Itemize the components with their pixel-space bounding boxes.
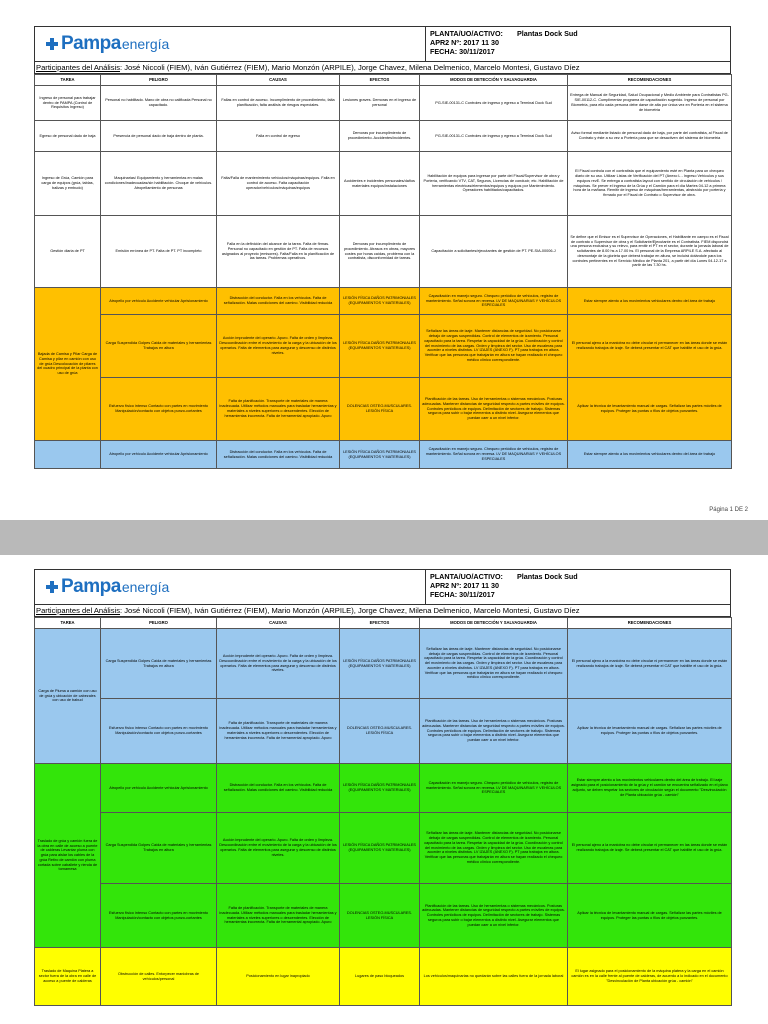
page-number: Página 1 DE 2 [709, 507, 748, 513]
table-row [35, 441, 732, 469]
table-header-row [35, 75, 732, 86]
cell-peligro: Esfuerzo físico intenso Contacto con partes en movimiento Manipulación/contacto con objetos punzo-cortantes [101, 699, 217, 764]
cell-tarea: Ingreso de Grúa, Camión para carga de equipos (grúa, tablas, balizas y embudo) [35, 152, 101, 216]
planta-value: Plantas Dock Sud [516, 29, 578, 38]
cell-causas: Distracción del conductor. Falla en los vehículos. Falta de señalización. Malas condiciones del camino. Visibilidad reducida [217, 441, 340, 469]
cell-modos: Capacitación en manejo seguro. Chequeo periódico de vehículos, registro de mantenimiento. Señal sonora en reversa. LV DE MAQUINARIAS Y VEHÍCULOS ESPECIALES [420, 288, 568, 315]
table-row [35, 948, 732, 1006]
cell-peligro: Presencia de personal dado de baja dentro de planta. [101, 121, 217, 152]
table-row [35, 315, 732, 378]
cell-peligro: Carga Suspendida Golpes Caída de materiales y herramientas Trabajos en altura [101, 813, 217, 884]
cell-efectos: Demoras por incumplimiento de procedimiento. Atrasos en obras, mayores costes por horas caídas, problema con la contratista, disconformidad de tareas. [340, 216, 420, 288]
table-row [35, 764, 732, 813]
cell-modos: Señalizar las áreas de izaje. Mantener distancias de seguridad. No posicionarse debajo de cargas suspendidas. Control de elementos de izamiento. Personal capacitado para la tarea. Respetar la capacidad de la grúa. Coordinación y control del movimiento de las cargas. Orden y limpieza del sector. Uso de escaleras para acceder a niveles distintos. LV IZAJES (ANEXO F). PT para trabajos en altura. Verificar que las personas que trabajarán en altura se hayan realizado el chequeo médico clínico correspondiente. [420, 315, 568, 378]
document-page-2 [0, 555, 768, 1024]
pampa-energia-logo [35, 570, 426, 604]
logo-text-pampa: Pampa [61, 576, 121, 597]
cell-tarea: Carga de Pluma a camión con uso de grúa y ubicación de cabezales con uso de babud [35, 629, 101, 764]
fecha-label: FECHA: [430, 47, 458, 56]
cell-recomendaciones: Aplicar la técnica de levantamiento manual de cargas. Señalizar las partes móviles de equipos. Proteger las puntas o filos de objetos punzantes. [568, 884, 732, 948]
document-header [34, 26, 731, 62]
logo-mark-icon [45, 580, 59, 594]
participants-value: : José Niccoli (FIEM), Iván Gutiérrez (FIEM), Mario Monzón (ARPILE), Jorge Chavez, Milena Delmenico, Marcelo Montesi, Gustavo Díez [120, 606, 580, 615]
document-header [34, 569, 731, 605]
cell-recomendaciones: Estar siempre atento a los movimientos vehiculares dentro del área de trabajo. El izaje asignado para el posicionamiento de la grúa y el camión se encuentra señalizado en el plano adjunto, se deben respetar los sectores de circulación según el documento "Desvinculación de Planta ubicación grúa - camión" [568, 764, 732, 813]
cell-efectos: LESIÓN FÍSICA DAÑOS PATRIMONIALES (EQUIPAMIENTOS Y MATERIALES) [340, 315, 420, 378]
cell-tarea: Egreso de personal dado de baja [35, 121, 101, 152]
cell-tarea: Bajada de Camisa y Pilar Carga de Camisa y pilar en camión con uso de grúa Descolocación de pilares del cuadro principal de la planta con uso de grúa [35, 288, 101, 441]
table-row [35, 884, 732, 948]
cell-modos: Los vehículos/maquinarias no quedarán sobre las calles fuera de la jornada laboral [420, 948, 568, 1006]
cell-peligro: Atropello por vehículo Accidente vehicular Aprisionamiento [101, 764, 217, 813]
cell-modos: Planificación de las tareas. Uso de herramientas o sistemas mecánicos. Posturas adecuadas. Mantener distancias de seguridad respecto a partes móviles de equipos. Controles periódicos de equipos. Delimitación de sectores de trabajo. Sistemas seguros para subir o bajar elementos a distinto nivel. Asegurar elementos que puedan caer a un nivel inferior. [420, 884, 568, 948]
cell-peligro: Esfuerzo físico intenso Contacto con partes en movimiento Manipulación/contacto con objetos punzo-cortantes [101, 378, 217, 441]
table-row [35, 813, 732, 884]
cell-peligro: Obstrucción de calles. Entorpecer maniobras de vehículos/personal [101, 948, 217, 1006]
table-row [35, 152, 732, 216]
apr-label: APR2 Nº: [430, 38, 462, 47]
cell-recomendaciones: El lugar asignado para el posicionamiento de la máquina platera y la carga en el camión camión es en la calle frente al puente de calderas, de acuerdo a lo indicado en el documento "Desvinculación de Planta ubicación grúa - camión" [568, 948, 732, 1006]
col-header-tarea: TAREA [35, 75, 101, 86]
col-header-modos: MODOS DE DETECCIÓN Y SALVAGUARDIA [420, 618, 568, 629]
logo-text-energia: energía [121, 579, 170, 595]
cell-causas: Falta de planificación. Transporte de materiales de manera inadecuada. Utilizar métodos manuales para trasladar herramientas y materiales a niveles superiores o descendentes. Elección de herramientas incorrecta. Falta de herramental apropiado. Apuro [217, 699, 340, 764]
cell-peligro: Maquinarias/ Equipamiento y herramientas en malas condiciones/inadecuadas/sin habilitación. Choque de vehículos. Atropellamiento de personas [101, 152, 217, 216]
col-header-peligro: PELIGRO [101, 618, 217, 629]
cell-causas: Falta/Falla de mantenimiento vehículos/máquinas/equipos. Falla en control de acceso. Falta capacitación operador/vehículos/máquinas/equipos [217, 152, 340, 216]
pampa-energia-logo [35, 27, 426, 61]
planta-label: PLANTA/UO/ACTIVO: [430, 29, 503, 38]
cell-causas: Falta de planificación. Transporte de materiales de manera inadecuada. Utilizar métodos manuales para trasladar herramientas y materiales a niveles superiores o descendentes. Elección de herramientas incorrecta. Falta de herramental apropiado. Apuro [217, 378, 340, 441]
fecha-value: 30/11/2017 [459, 590, 495, 599]
cell-modos: PG-SIE-00131-C Controles de ingreso y egreso a Terminal Dock Sud [420, 121, 568, 152]
cell-tarea: Ingreso de personal para trabajar dentro de PAMPA (Control de Requisitos Ingreso) [35, 86, 101, 121]
cell-peligro: Emisión errónea de PT. Falta de PT. PT incompleto [101, 216, 217, 288]
cell-modos: Planificación de las tareas. Uso de herramientas o sistemas mecánicos. Posturas adecuadas. Mantener distancias de seguridad respecto a partes móviles de equipos. Controles periódicos de equipos. Delimitación de sectores de trabajo. Sistemas seguros para subir o bajar elementos a distinto nivel. Asegurar elementos que puedan caer a un nivel inferior. [420, 378, 568, 441]
table-row [35, 86, 732, 121]
cell-causas: Posicionamiento en lugar inapropiado [217, 948, 340, 1006]
cell-efectos: LESIÓN FÍSICA DAÑOS PATRIMONIALES (EQUIPAMIENTOS Y MATERIALES) [340, 629, 420, 699]
cell-recomendaciones: El personal ajeno a la maniobra no debe circular ni permanecer en las áreas donde se están realizando trabajos de izaje. Se deberá presentar el CAT que habilite el uso de la grúa. [568, 315, 732, 378]
logo-text-energia: energía [121, 36, 170, 52]
fecha-value: 30/11/2017 [459, 47, 495, 56]
cell-efectos: LESIÓN FÍSICA DAÑOS PATRIMONIALES (EQUIPAMIENTOS Y MATERIALES) [340, 764, 420, 813]
cell-tarea: Traslado de Maquina Platera a sector fuera de la obra en calle de acceso a puente de calderas [35, 948, 101, 1006]
planta-value: Plantas Dock Sud [516, 572, 578, 581]
logo-mark-icon [45, 37, 59, 51]
cell-recomendaciones: Estar siempre atento a los movimientos vehiculares dentro del área de trabajo [568, 288, 732, 315]
cell-causas: Fallas en control de acceso. Incumplimiento de procedimiento, falta planificación, falta análisis de riesgos especiales. [217, 86, 340, 121]
cell-causas: Acción imprudente del operario. Apuro. Falta de orden y limpieza. Descoordinación entre el movimiento de la carga y la ubicación de los operarios. Falta de elementos para asegurar y descenso de distintos niveles. [217, 813, 340, 884]
cell-modos: Capacitación a solicitantes/ejecutantes de gestión de PT. PE-SIA-00006-J [420, 216, 568, 288]
cell-peligro: Carga Suspendida Golpes Caída de materiales y herramientas Trabajos en altura [101, 629, 217, 699]
header-info [426, 570, 730, 604]
cell-modos: Planificación de las tareas. Uso de herramientas o sistemas mecánicos. Posturas adecuadas. Mantener distancias de seguridad respecto a partes móviles de equipos. Controles periódicos de equipos. Delimitación de sectores de trabajo. Sistemas seguros para subir o bajar elementos a distinto nivel. Asegurar elementos que puedan caer a un nivel inferior. [420, 699, 568, 764]
col-header-modos: MODOS DE DETECCIÓN Y SALVAGUARDIA [420, 75, 568, 86]
cell-tarea [35, 441, 101, 469]
cell-peligro: Personal no habilitado. Mano de obra no calificada Personal no capacitado. [101, 86, 217, 121]
cell-recomendaciones: Estar siempre atento a los movimientos vehiculares dentro del área de trabajo [568, 441, 732, 469]
cell-peligro: Atropello por vehículo Accidente vehicular Aprisionamiento [101, 441, 217, 469]
cell-tarea: Gestión diaria de PT [35, 216, 101, 288]
risk-table-page-2 [34, 617, 732, 1006]
cell-efectos: LESIÓN FÍSICA DAÑOS PATRIMONIALES (EQUIPAMIENTOS Y MATERIALES) [340, 288, 420, 315]
col-header-causas: CAUSAS [217, 75, 340, 86]
cell-peligro: Carga Suspendida Golpes Caída de materiales y herramientas Trabajos en altura [101, 315, 217, 378]
cell-efectos: DOLENCIAS OSTEO-MUSCULARES. LESIÓN FÍSICA [340, 884, 420, 948]
cell-efectos: LESIÓN FÍSICA DAÑOS PATRIMONIALES (EQUIPAMIENTOS Y MATERIALES) [340, 813, 420, 884]
planta-label: PLANTA/UO/ACTIVO: [430, 572, 503, 581]
cell-efectos: DOLENCIAS OSTEO-MUSCULARES. LESIÓN FÍSICA [340, 699, 420, 764]
cell-efectos: DOLENCIAS OSTEO-MUSCULARES. LESIÓN FÍSICA [340, 378, 420, 441]
cell-modos: Señalizar las áreas de izaje. Mantener distancias de seguridad. No posicionarse debajo de cargas suspendidas. Control de elementos de izamiento. Personal capacitado para la tarea. Respetar la capacidad de la grúa. Coordinación y control del movimiento de las cargas. Orden y limpieza del sector. Uso de escaleras para acceder a niveles distintos. LV IZAJES (ANEXO F). PT para trabajos en altura. Verificar que las personas que trabajarán en altura se hayan realizado el chequeo médico clínico correspondiente. [420, 629, 568, 699]
col-header-peligro: PELIGRO [101, 75, 217, 86]
cell-modos: Señalizar las áreas de izaje. Mantener distancias de seguridad. No posicionarse debajo de cargas suspendidas. Control de elementos de izamiento. Personal capacitado para la tarea. Respetar la capacidad de la grúa. Coordinación y control del movimiento de las cargas. Orden y limpieza del sector. Uso de escaleras para acceder a niveles distintos. LV IZAJES (ANEXO F). PT para trabajos en altura. Verificar que las personas que trabajarán en altura se hayan realizado el chequeo médico clínico correspondiente. [420, 813, 568, 884]
col-header-recomendaciones: RECOMENDACIONES [568, 618, 732, 629]
cell-recomendaciones: Aplicar la técnica de levantamiento manual de cargas. Señalizar las partes móviles de equipos. Proteger las puntas o filos de objetos punzantes. [568, 699, 732, 764]
table-row [35, 378, 732, 441]
cell-causas: Distracción del conductor. Falla en los vehículos. Falta de señalización. Malas condiciones del camino. Visibilidad reducida [217, 764, 340, 813]
logo-text-pampa: Pampa [61, 33, 121, 54]
fecha-label: FECHA: [430, 590, 458, 599]
cell-efectos: Lesiones graves. Demoras en el ingreso de personal [340, 86, 420, 121]
apr-value: 2017 11 30 [463, 581, 499, 590]
col-header-causas: CAUSAS [217, 618, 340, 629]
cell-recomendaciones: Entrega de Manual de Seguridad, Salud Ocupacional y Medio Ambiente para Contratistas PG-SIE-00112-C. Cumplimentar programa de capacitación sugerido. Ingreso de personal por Biometría, para ello cada persona debe darse de alta por única vez en Portería en el sistema de biometría [568, 86, 732, 121]
cell-recomendaciones: Se define que el Emisor es el Supervisor de Operaciones, el Habilitante en campo es el Fiscal de contrato o Supervisor de obra y el Solicitante/Ejecutante es el Contratista. FIEM dispondrá una persona exclusiva y su relevo, para emitir el PT en el sector, durante la jornada laboral de solicitantes de 8.00 hs a 17.00 hs. El personal de la Empresa ARPILE S.A. afectado al desmontaje de la glorieta que deberá trabajar en altura, se incluirá dotándole para los controles pertinentes en el Servicio Médico de Planta 201, a partir del día Lunes 04-12-17 a partir de las 7.30 hs. [568, 216, 732, 288]
participants-line [34, 62, 731, 74]
cell-efectos: Demoras por incumplimiento de procedimiento. Accidentes/incidentes. [340, 121, 420, 152]
cell-recomendaciones: Aviso formal mediante listado de personal dado de baja, por parte del contratista, al Fiscal de Contrato y éste a su vez a Portería para que se desactiven del sistema de biometría [568, 121, 732, 152]
table-row [35, 699, 732, 764]
risk-table-page-1 [34, 74, 732, 469]
cell-efectos: Lugares de paso bloqueados [340, 948, 420, 1006]
col-header-efectos: EFECTOS [340, 75, 420, 86]
table-row [35, 121, 732, 152]
table-row [35, 216, 732, 288]
cell-causas: Falta de planificación. Transporte de materiales de manera inadecuada. Utilizar métodos manuales para trasladar herramientas y materiales a niveles superiores o descendentes. Elección de herramientas incorrecta. Falta de herramental apropiado. Apuro [217, 884, 340, 948]
cell-causas: Acción imprudente del operario. Apuro. Falta de orden y limpieza. Descoordinación entre el movimiento de la carga y la ubicación de los operarios. Falta de elementos para asegurar y descenso de distintos niveles. [217, 629, 340, 699]
cell-modos: Capacitación en manejo seguro. Chequeo periódico de vehículos, registro de mantenimiento. Señal sonora en reversa. LV DE MAQUINARIAS Y VEHÍCULOS ESPECIALES [420, 441, 568, 469]
participants-label: Participantes del Análisis [36, 63, 120, 72]
cell-causas: Falla en la definición del alcance de la tarea. Falta de firmas. Personal no capacitado en gestión de PT. Falta de recursos asignados al proyecto (emisores). Falta/Falla en la planificación de las tareas. Problemas operativos. [217, 216, 340, 288]
table-row [35, 288, 732, 315]
cell-causas: Falla en control de egreso [217, 121, 340, 152]
cell-efectos: Accidentes e incidentes personales/daños materiales equipos/instalaciones [340, 152, 420, 216]
cell-recomendaciones: El personal ajeno a la maniobra no debe circular ni permanecer en las áreas donde se están realizando trabajos de izaje. Se deberá presentar el CAT que habilite el uso de la grúa. [568, 629, 732, 699]
cell-modos: Habilitación de equipos para ingresar por parte del Fiscal/Supervisor de obra y Portería, verificando VTV, CAT, Seguros, Licencias de conducir, etc. Habilitación de herramientas electricas/elementos/equipos y equipos por Mantenimiento. Operadores habilitados/capacitados. [420, 152, 568, 216]
col-header-efectos: EFECTOS [340, 618, 420, 629]
table-header-row [35, 618, 732, 629]
cell-tarea: Traslado de grúa y camión fuera de la obra en calle de acceso a puente de calderas Levantar pluma con grúa para aislar los cables de la grúa Retiro de camión con pluma cortada sobre caballete y rienda de tornamesa [35, 764, 101, 948]
cell-causas: Acción imprudente del operario. Apuro. Falta de orden y limpieza. Descoordinación entre el movimiento de la carga y la ubicación de los operarios. Falta de elementos para asegurar y descenso de distintos niveles. [217, 315, 340, 378]
col-header-recomendaciones: RECOMENDACIONES [568, 75, 732, 86]
cell-causas: Distracción del conductor. Falla en los vehículos. Falta de señalización. Malas condiciones del camino. Visibilidad reducida [217, 288, 340, 315]
apr-label: APR2 Nº: [430, 581, 462, 590]
cell-modos: PG-SIE-00131-C Controles de ingreso y egreso a Terminal Dock Sud [420, 86, 568, 121]
cell-modos: Capacitación en manejo seguro. Chequeo periódico de vehículos, registro de mantenimiento. Señal sonora en reversa. LV DE MAQUINARIAS Y VEHÍCULOS ESPECIALES [420, 764, 568, 813]
col-header-tarea: TAREA [35, 618, 101, 629]
header-info [426, 27, 730, 61]
cell-recomendaciones: El personal ajeno a la maniobra no debe circular ni permanecer en las áreas donde se están realizando trabajos de izaje. Se deberá presentar el CAT que habilite el uso de la grúa. [568, 813, 732, 884]
cell-efectos: LESIÓN FÍSICA DAÑOS PATRIMONIALES (EQUIPAMIENTOS Y MATERIALES) [340, 441, 420, 469]
cell-peligro: Atropello por vehículo Accidente vehicular Aprisionamiento [101, 288, 217, 315]
cell-recomendaciones: Aplicar la técnica de levantamiento manual de cargas. Señalizar las partes móviles de equipos. Proteger las puntas o filos de objetos punzantes. [568, 378, 732, 441]
apr-value: 2017 11 30 [463, 38, 499, 47]
cell-peligro: Esfuerzo físico intenso Contacto con partes en movimiento Manipulación/contacto con objetos punzo-cortantes [101, 884, 217, 948]
participants-line [34, 605, 731, 617]
participants-label: Participantes del Análisis [36, 606, 120, 615]
cell-recomendaciones: El Fiscal controla con el contratista que el equipamiento esté en Planta para un chequeo diario de su uso. Utilizar Listas de Verificación del PT (Anexo L - Ingreso Vehículos y sus equipos revE. Se entrega a contratista layout con sentido de circulación de vehículos / máquinas. Se prever el ingreso de la Grúa y el Camión para el día Martes 04-12 a primera hora de la mañana. Remitir de ingreso de máquinas/herramientas, abstraído por portería y firmado por el Fiscal de Contrato o Supervisor de obra. [568, 152, 732, 216]
participants-value: : José Niccoli (FIEM), Iván Gutiérrez (FIEM), Mario Monzón (ARPILE), Jorge Chavez, Milena Delmenico, Marcelo Montesi, Gustavo Díez [120, 63, 580, 72]
table-row [35, 629, 732, 699]
